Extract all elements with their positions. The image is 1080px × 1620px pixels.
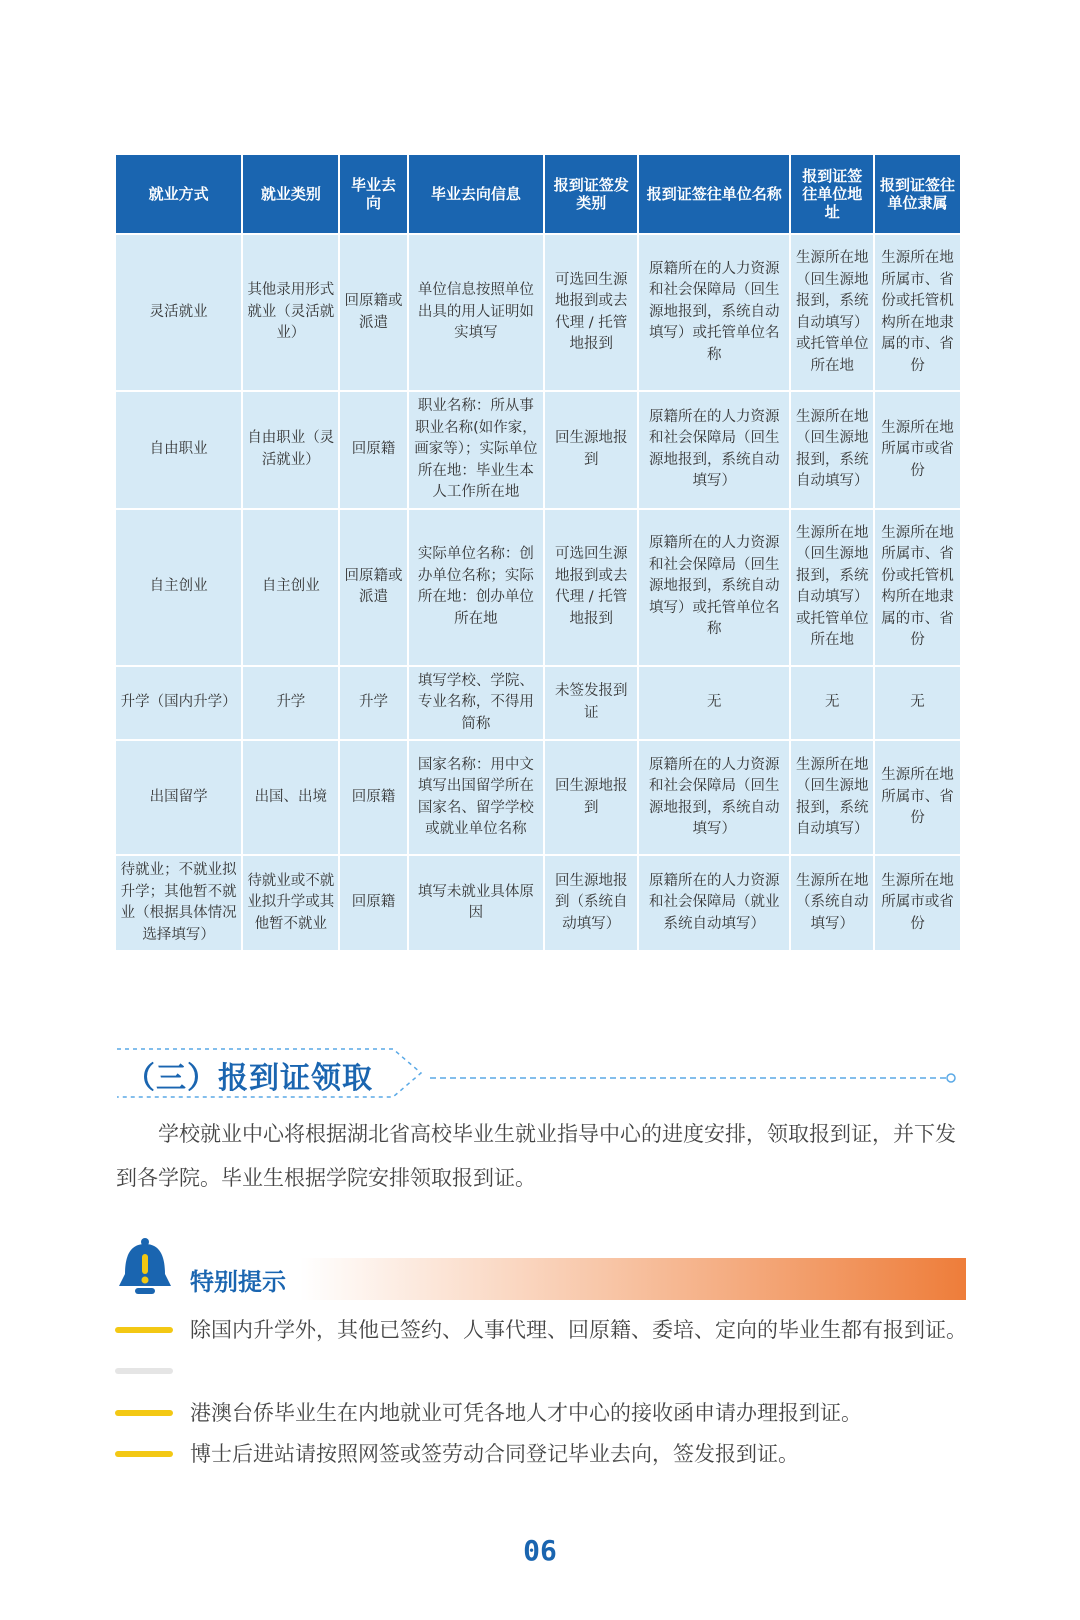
header-cell: 就业方式 <box>116 155 241 233</box>
table-header-row <box>116 155 960 233</box>
table-cell: 回生源地报到 <box>545 392 637 508</box>
bullet-dash <box>115 1368 173 1374</box>
header-cell: 报到证签发类别 <box>545 155 637 233</box>
table-cell: 生源所在地所属市、省份 <box>875 741 960 854</box>
table-cell: 生源所在地所属市、省份或托管机构所在地隶属的市、省份 <box>875 510 960 665</box>
table-cell: 回生源地报到（系统自动填写） <box>545 856 637 950</box>
table-cell: 自由职业（灵活就业） <box>243 392 338 508</box>
tip-banner-bar <box>300 1258 966 1300</box>
page-number: 06 <box>523 1534 557 1567</box>
table-cell: 填写未就业具体原因 <box>409 856 544 950</box>
table-cell: 灵活就业 <box>116 235 241 390</box>
table-cell: 职业名称：所从事职业名称(如作家，画家等）；实际单位所在地：毕业生本人工作所在地 <box>409 392 544 508</box>
table-cell: 单位信息按照单位出具的用人证明如实填写 <box>409 235 544 390</box>
table-row <box>116 856 960 950</box>
table-cell: 原籍所在的人力资源和社会保障局（回生源地报到，系统自动填写）或托管单位名称 <box>639 510 789 665</box>
table-row <box>116 235 960 390</box>
table-cell: 回原籍 <box>340 741 406 854</box>
table-cell: 其他录用形式就业（灵活就业） <box>243 235 338 390</box>
table-cell: 出国、出境 <box>243 741 338 854</box>
table-row <box>116 510 960 665</box>
table-cell: 生源所在地（回生源地报到，系统自动填写）或托管单位所在地 <box>791 510 873 665</box>
tip-item: 博士后进站请按照网签或签劳动合同登记毕业去向，签发报到证。 <box>190 1442 799 1466</box>
tip-item: 除国内升学外，其他已签约、人事代理、回原籍、委培、定向的毕业生都有报到证。 <box>190 1318 967 1342</box>
table-row <box>116 392 960 508</box>
table-cell: 自主创业 <box>116 510 241 665</box>
table-cell: 无 <box>875 667 960 740</box>
table-cell: 生源所在地所属市、省份或托管机构所在地隶属的市、省份 <box>875 235 960 390</box>
table-cell: 填写学校、学院、专业名称，不得用简称 <box>409 667 544 740</box>
table-cell: 回原籍或派遣 <box>340 510 406 665</box>
tip-item: 港澳台侨毕业生在内地就业可凭各地人才中心的接收函申请办理报到证。 <box>190 1401 862 1425</box>
table-cell: 原籍所在的人力资源和社会保障局（回生源地报到，系统自动填写）或托管单位名称 <box>639 235 789 390</box>
header-cell: 报到证签往单位名称 <box>639 155 789 233</box>
table-cell: 自由职业 <box>116 392 241 508</box>
section-paragraph: 学校就业中心将根据湖北省高校毕业生就业指导中心的进度安排，领取报到证，并下发到各学院。毕业生根据学院安排领取报到证。 <box>116 1122 956 1190</box>
section-heading <box>115 1045 425 1101</box>
section-title: （三）报到证领取 <box>125 1061 373 1096</box>
tip-title: 特别提示 <box>190 1268 286 1296</box>
table-cell: 出国留学 <box>116 741 241 854</box>
table-cell: 生源所在地（系统自动填写） <box>791 856 873 950</box>
table-cell: 自主创业 <box>243 510 338 665</box>
table-cell: 回原籍 <box>340 392 406 508</box>
table-cell: 回原籍或派遣 <box>340 235 406 390</box>
header-cell: 毕业去向 <box>340 155 406 233</box>
divider-line <box>430 1073 958 1083</box>
table-cell: 可选回生源地报到或去代理 / 托管地报到 <box>545 235 637 390</box>
table-cell: 生源所在地（回生源地报到，系统自动填写） <box>791 392 873 508</box>
bullet-dash <box>115 1410 173 1416</box>
table-cell: 生源所在地（回生源地报到，系统自动填写）或托管单位所在地 <box>791 235 873 390</box>
table-cell: 无 <box>639 667 789 740</box>
table-cell: 国家名称：用中文填写出国留学所在国家名、留学学校或就业单位名称 <box>409 741 544 854</box>
header-cell: 毕业去向信息 <box>409 155 544 233</box>
table-cell: 无 <box>791 667 873 740</box>
table-row <box>116 667 960 740</box>
table-cell: 实际单位名称：创办单位名称；实际所在地：创办单位所在地 <box>409 510 544 665</box>
table-cell: 生源所在地所属市或省份 <box>875 856 960 950</box>
registration-table <box>116 155 964 950</box>
table-cell: 升学（国内升学） <box>116 667 241 740</box>
table-cell: 原籍所在的人力资源和社会保障局（就业系统自动填写） <box>639 856 789 950</box>
table-cell: 原籍所在的人力资源和社会保障局（回生源地报到，系统自动填写） <box>639 392 789 508</box>
table-cell: 生源所在地（回生源地报到，系统自动填写） <box>791 741 873 854</box>
table-cell: 回生源地报到 <box>545 741 637 854</box>
bell-icon <box>113 1236 177 1300</box>
table-cell: 原籍所在的人力资源和社会保障局（回生源地报到，系统自动填写） <box>639 741 789 854</box>
table-cell: 未签发报到证 <box>545 667 637 740</box>
table-cell: 可选回生源地报到或去代理 / 托管地报到 <box>545 510 637 665</box>
table-cell: 待就业；不就业拟升学；其他暂不就业（根据具体情况选择填写） <box>116 856 241 950</box>
table-cell: 待就业或不就业拟升学或其他暂不就业 <box>243 856 338 950</box>
table-cell: 回原籍 <box>340 856 406 950</box>
bullet-dash <box>115 1327 173 1333</box>
table-row <box>116 741 960 854</box>
header-cell: 就业类别 <box>243 155 338 233</box>
header-cell: 报到证签往单位隶属 <box>875 155 960 233</box>
table-cell: 升学 <box>243 667 338 740</box>
table-cell: 升学 <box>340 667 406 740</box>
bullet-dash <box>115 1451 173 1457</box>
table-cell: 生源所在地所属市或省份 <box>875 392 960 508</box>
header-cell: 报到证签往单位地址 <box>791 155 873 233</box>
